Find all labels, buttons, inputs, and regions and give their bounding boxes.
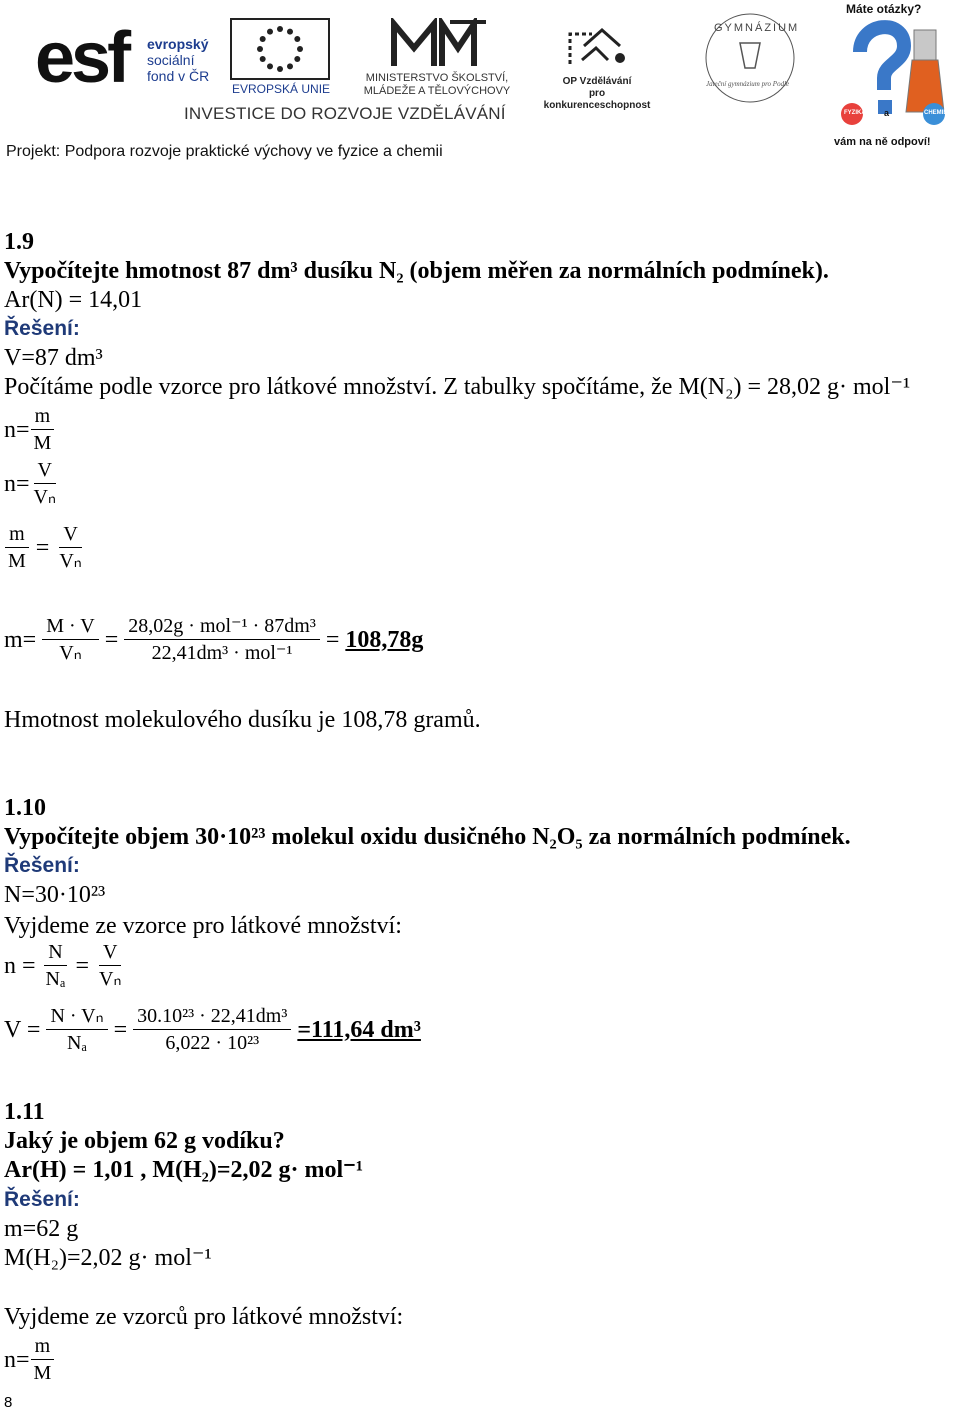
problem-task: Vypočítejte hmotnost 87 dm³ dusíku N₂ (objem měřen za normálních podmínek). xyxy=(4,258,829,284)
solution-heading: Řešení: xyxy=(4,1188,80,1211)
eu-star-icon xyxy=(294,56,300,62)
mate-otazky-title: Máte otázky? xyxy=(846,2,922,16)
msmt-mark-icon xyxy=(390,18,490,70)
problem-task: Jaký je objem 62 g vodíku? xyxy=(4,1128,285,1154)
volume-result: =111,64 dm³ xyxy=(297,1016,421,1043)
gymnazium-text: GYMNÁZIUM xyxy=(714,22,800,34)
op-mark-icon xyxy=(562,20,632,70)
gymnazium-sub: Jateční gymnázium pro Podle xyxy=(706,80,790,88)
eu-star-icon xyxy=(260,36,266,42)
solution-heading: Řešení: xyxy=(4,854,80,877)
equation-n-m-over-M: n= $\frac{m}{M}$ xyxy=(4,404,55,455)
vam-odpovi-text: vám na ně odpoví! xyxy=(834,136,931,148)
page-number: 8 xyxy=(4,1394,13,1411)
equation-mass-result: m= $\frac{M \cdot V}{\text{Vₙ}}$ = $\frac{\text{28,02g · mol⁻¹ · 87dm³}}{\text{22,41dm³ · mol⁻¹}}$ = 108,78g xyxy=(4,615,424,664)
eu-flag-icon xyxy=(230,18,330,80)
investice-banner: INVESTICE DO ROZVOJE VZDĚLÁVÁNÍ xyxy=(184,104,506,123)
eu-star-icon xyxy=(277,26,283,32)
mate-otazky-logo xyxy=(830,0,955,152)
eu-text: EVROPSKÁ UNIE xyxy=(232,82,331,96)
esf-text: evropský sociální fond v ČR xyxy=(147,36,210,84)
atomic-mass: Ar(H) = 1,01 , M(H₂)=2,02 g· mol⁻¹ xyxy=(4,1157,364,1183)
explanation-text: Vyjdeme ze vzorců pro látkové množství: xyxy=(4,1304,404,1330)
solution-heading: Řešení: xyxy=(4,317,80,340)
msmt-text: MINISTERSTVO ŠKOLSTVÍ, MLÁDEŽE A TĚLOVÝCHOVY xyxy=(363,72,511,97)
esf-mark: esf xyxy=(35,18,128,98)
mass-result: 108,78g xyxy=(345,626,424,653)
fyzika-label: FYZIKA xyxy=(844,110,866,116)
eu-star-icon xyxy=(287,29,293,35)
equation-n-N-over-NA: n = $\frac{N}{\text{Nₐ}}$ = $\frac{V}{\text{Vₙ}}$ xyxy=(4,941,122,990)
problem-number: 1.9 xyxy=(4,229,34,255)
conclusion-text: Hmotnost molekulového dusíku je 108,78 gramů. xyxy=(4,707,481,733)
eu-logo xyxy=(228,18,336,98)
given-mass: m=62 g xyxy=(4,1216,79,1242)
eu-star-icon xyxy=(260,56,266,62)
equation-n-m-over-M: n= $\frac{m}{M}$ xyxy=(4,1334,55,1385)
project-line: Projekt: Podpora rozvoje praktické výchovy ve fyzice a chemii xyxy=(6,143,443,160)
equation-n-V-over-Vn: n= $\frac{V}{\text{Vₙ}}$ xyxy=(4,459,56,508)
op-text: OP Vzdělávání pro konkurenceschopnost xyxy=(543,76,651,111)
msmt-logo xyxy=(342,18,532,98)
given-molar-mass: M(H₂)=2,02 g· mol⁻¹ xyxy=(4,1245,212,1271)
a-label: a xyxy=(884,108,890,118)
eu-star-icon xyxy=(287,63,293,69)
gymnazium-logo xyxy=(700,8,800,108)
given-count: N=30·10²³ xyxy=(4,882,106,908)
eu-star-icon xyxy=(294,36,300,42)
eu-star-icon xyxy=(257,46,263,52)
problem-task: Vypočítejte objem 30·10²³ molekul oxidu dusičného N₂O₅ za normálních podmínek. xyxy=(4,824,851,850)
explanation-text: Počítáme podle vzorce pro látkové množství. Z tabulky spočítáme, že M(N₂) = 28,02 g· mol⁻¹ xyxy=(4,374,911,400)
problem-number: 1.11 xyxy=(4,1099,45,1125)
chemie-label: CHEMIE xyxy=(924,110,948,116)
eu-star-icon xyxy=(297,46,303,52)
atomic-mass: Ar(N) = 14,01 xyxy=(4,287,143,313)
eu-star-icon xyxy=(267,63,273,69)
esf-logo xyxy=(35,18,225,98)
given-volume: V=87 dm³ xyxy=(4,345,103,371)
equation-volume-result: V = $\frac{\text{N · Vₙ}}{\text{Nₐ}}$ = $\frac{\text{30.10²³ · 22,41dm³}}{\text{6,022 · 10²³}}$ =111,64 dm³ xyxy=(4,1005,421,1054)
eu-star-icon xyxy=(277,66,283,72)
eu-star-icon xyxy=(267,29,273,35)
problem-number: 1.10 xyxy=(4,795,46,821)
op-logo xyxy=(536,18,658,111)
equation-m-over-M-equals-V-over-Vn: $\frac{m}{M}$ = $\frac{V}{\text{Vₙ}}$ xyxy=(4,522,86,573)
explanation-text: Vyjdeme ze vzorce pro látkové množství: xyxy=(4,913,402,939)
